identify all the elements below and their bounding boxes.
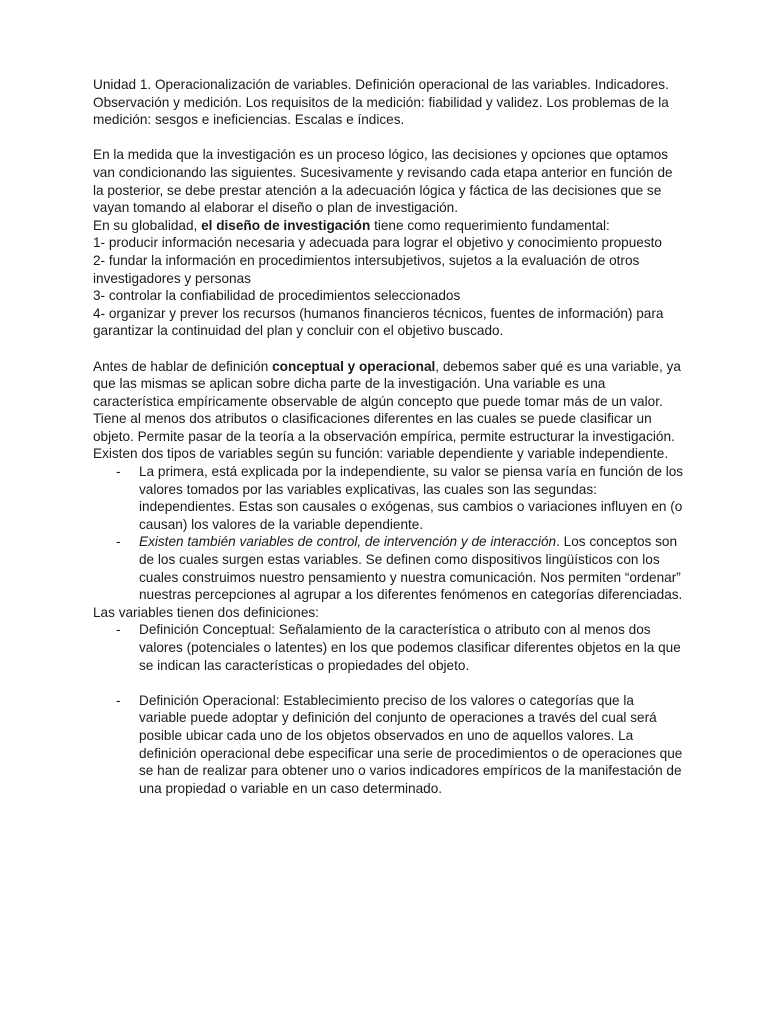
text-run: En su globalidad, xyxy=(93,217,202,233)
list-item-text: Definición Operacional: Establecimiento preciso de los valores o categorías que la variable puede adoptar y definición del conjunto de operaciones a través del cual será posible ubicar cada uno de los objetos observados en uno de aquellos valores. La definición operacional debe especificar una serie de procedimientos o de operaciones que se han de realizar para obtener uno o varios indicadores empíricos de la manifestación de una propiedad o variable en un caso determinado. xyxy=(139,692,683,796)
list-item xyxy=(93,621,685,674)
list-item-text: La primera, está explicada por la independiente, su valor se piensa varía en función de los valores tomados por las variables explicativas, las cuales son las segundas: independientes. Estas son causales o exógenas, sus cambios o variaciones influyen en (o causan) los valores de la variable dependiente. xyxy=(139,464,684,532)
requirement-item: 1- producir información necesaria y adecuada para lograr el objetivo y conocimiento propuesto xyxy=(93,235,662,251)
dash-bullet: - xyxy=(116,622,121,638)
spacer xyxy=(93,340,685,358)
list-item-text: Definición Conceptual: Señalamiento de la característica o atributo con al menos dos valores (potenciales o latentes) en los que podemos clasificar diferentes objetos en la que se indican las características o propiedades del objeto. xyxy=(139,622,681,673)
dash-bullet: - xyxy=(116,464,121,480)
spacer xyxy=(93,129,685,147)
definitions-list xyxy=(93,692,685,798)
bold-term: el diseño de investigación xyxy=(201,217,371,233)
list-item xyxy=(93,692,685,798)
paragraph-variable-types: Existen dos tipos de variables según su función: variable dependiente y variable independiente. xyxy=(93,446,669,462)
paragraph-variable-definition xyxy=(93,358,685,446)
text-run: Antes de hablar de definición xyxy=(93,358,273,374)
paragraph-global-design xyxy=(93,217,685,235)
paragraph-logical-process: En la medida que la investigación es un proceso lógico, las decisiones y opciones que optamos van condicionando las siguientes. Sucesivamente y revisando cada etapa anterior en función de la posterior, se debe prestar atención a la adecuación lógica y fáctica de las decisiones que se vayan tomando al elaborar el diseño o plan de investigación. xyxy=(93,147,673,216)
list-item xyxy=(93,533,685,603)
requirement-item: 2- fundar la información en procedimientos intersubjetivos, sujetos a la evaluación de otros investigadores y personas xyxy=(93,252,640,286)
dash-bullet: - xyxy=(116,692,121,708)
list-item-text: . Los conceptos son de los cuales surgen estas variables. Se definen como dispositivos lingüísticos con los cuales construimos nuestro pensamiento y nuestra comunicación. Nos permiten “ordenar” nuestras percepciones al agrupar a los diferentes fenómenos en categorías diferenciadas. xyxy=(139,534,683,603)
paragraph-two-definitions: Las variables tienen dos definiciones: xyxy=(93,604,319,620)
text-run: , debemos saber qué es una variable, ya que las mismas se aplican sobre dicha parte de la investigación. Una variable es una característica empíricamente observable de algún concepto que puede tomar más de un valor. Tiene al menos dos atributos o clasificaciones diferentes en las cuales se puede clasificar un objeto. Permite pasar de la teoría a la observación empírica, permite estructurar la investigación. xyxy=(93,358,681,444)
definitions-list xyxy=(93,621,685,674)
variable-types-list xyxy=(93,463,685,604)
requirement-item: 4- organizar y prever los recursos (humanos financieros técnicos, fuentes de información) para garantizar la continuidad del plan y concluir con el objetivo buscado. xyxy=(93,305,664,339)
list-item xyxy=(93,463,685,533)
requirement-item: 3- controlar la confiabilidad de procedimientos seleccionados xyxy=(93,288,461,304)
unit-heading: Unidad 1. Operacionalización de variables. Definición operacional de las variables. Indicadores. Observación y medición. Los requisitos de la medición: fiabilidad y validez. Los problemas de la medición: sesgos e ineficiencias. Escalas e índices. xyxy=(93,77,669,128)
text-run: tiene como requerimiento fundamental: xyxy=(370,217,610,233)
dash-bullet: - xyxy=(116,534,121,550)
spacer xyxy=(93,674,685,692)
italic-phrase: Existen también variables de control, de intervención y de interacción xyxy=(139,534,557,550)
document-page xyxy=(93,76,685,797)
bold-term: conceptual y operacional xyxy=(272,358,436,374)
